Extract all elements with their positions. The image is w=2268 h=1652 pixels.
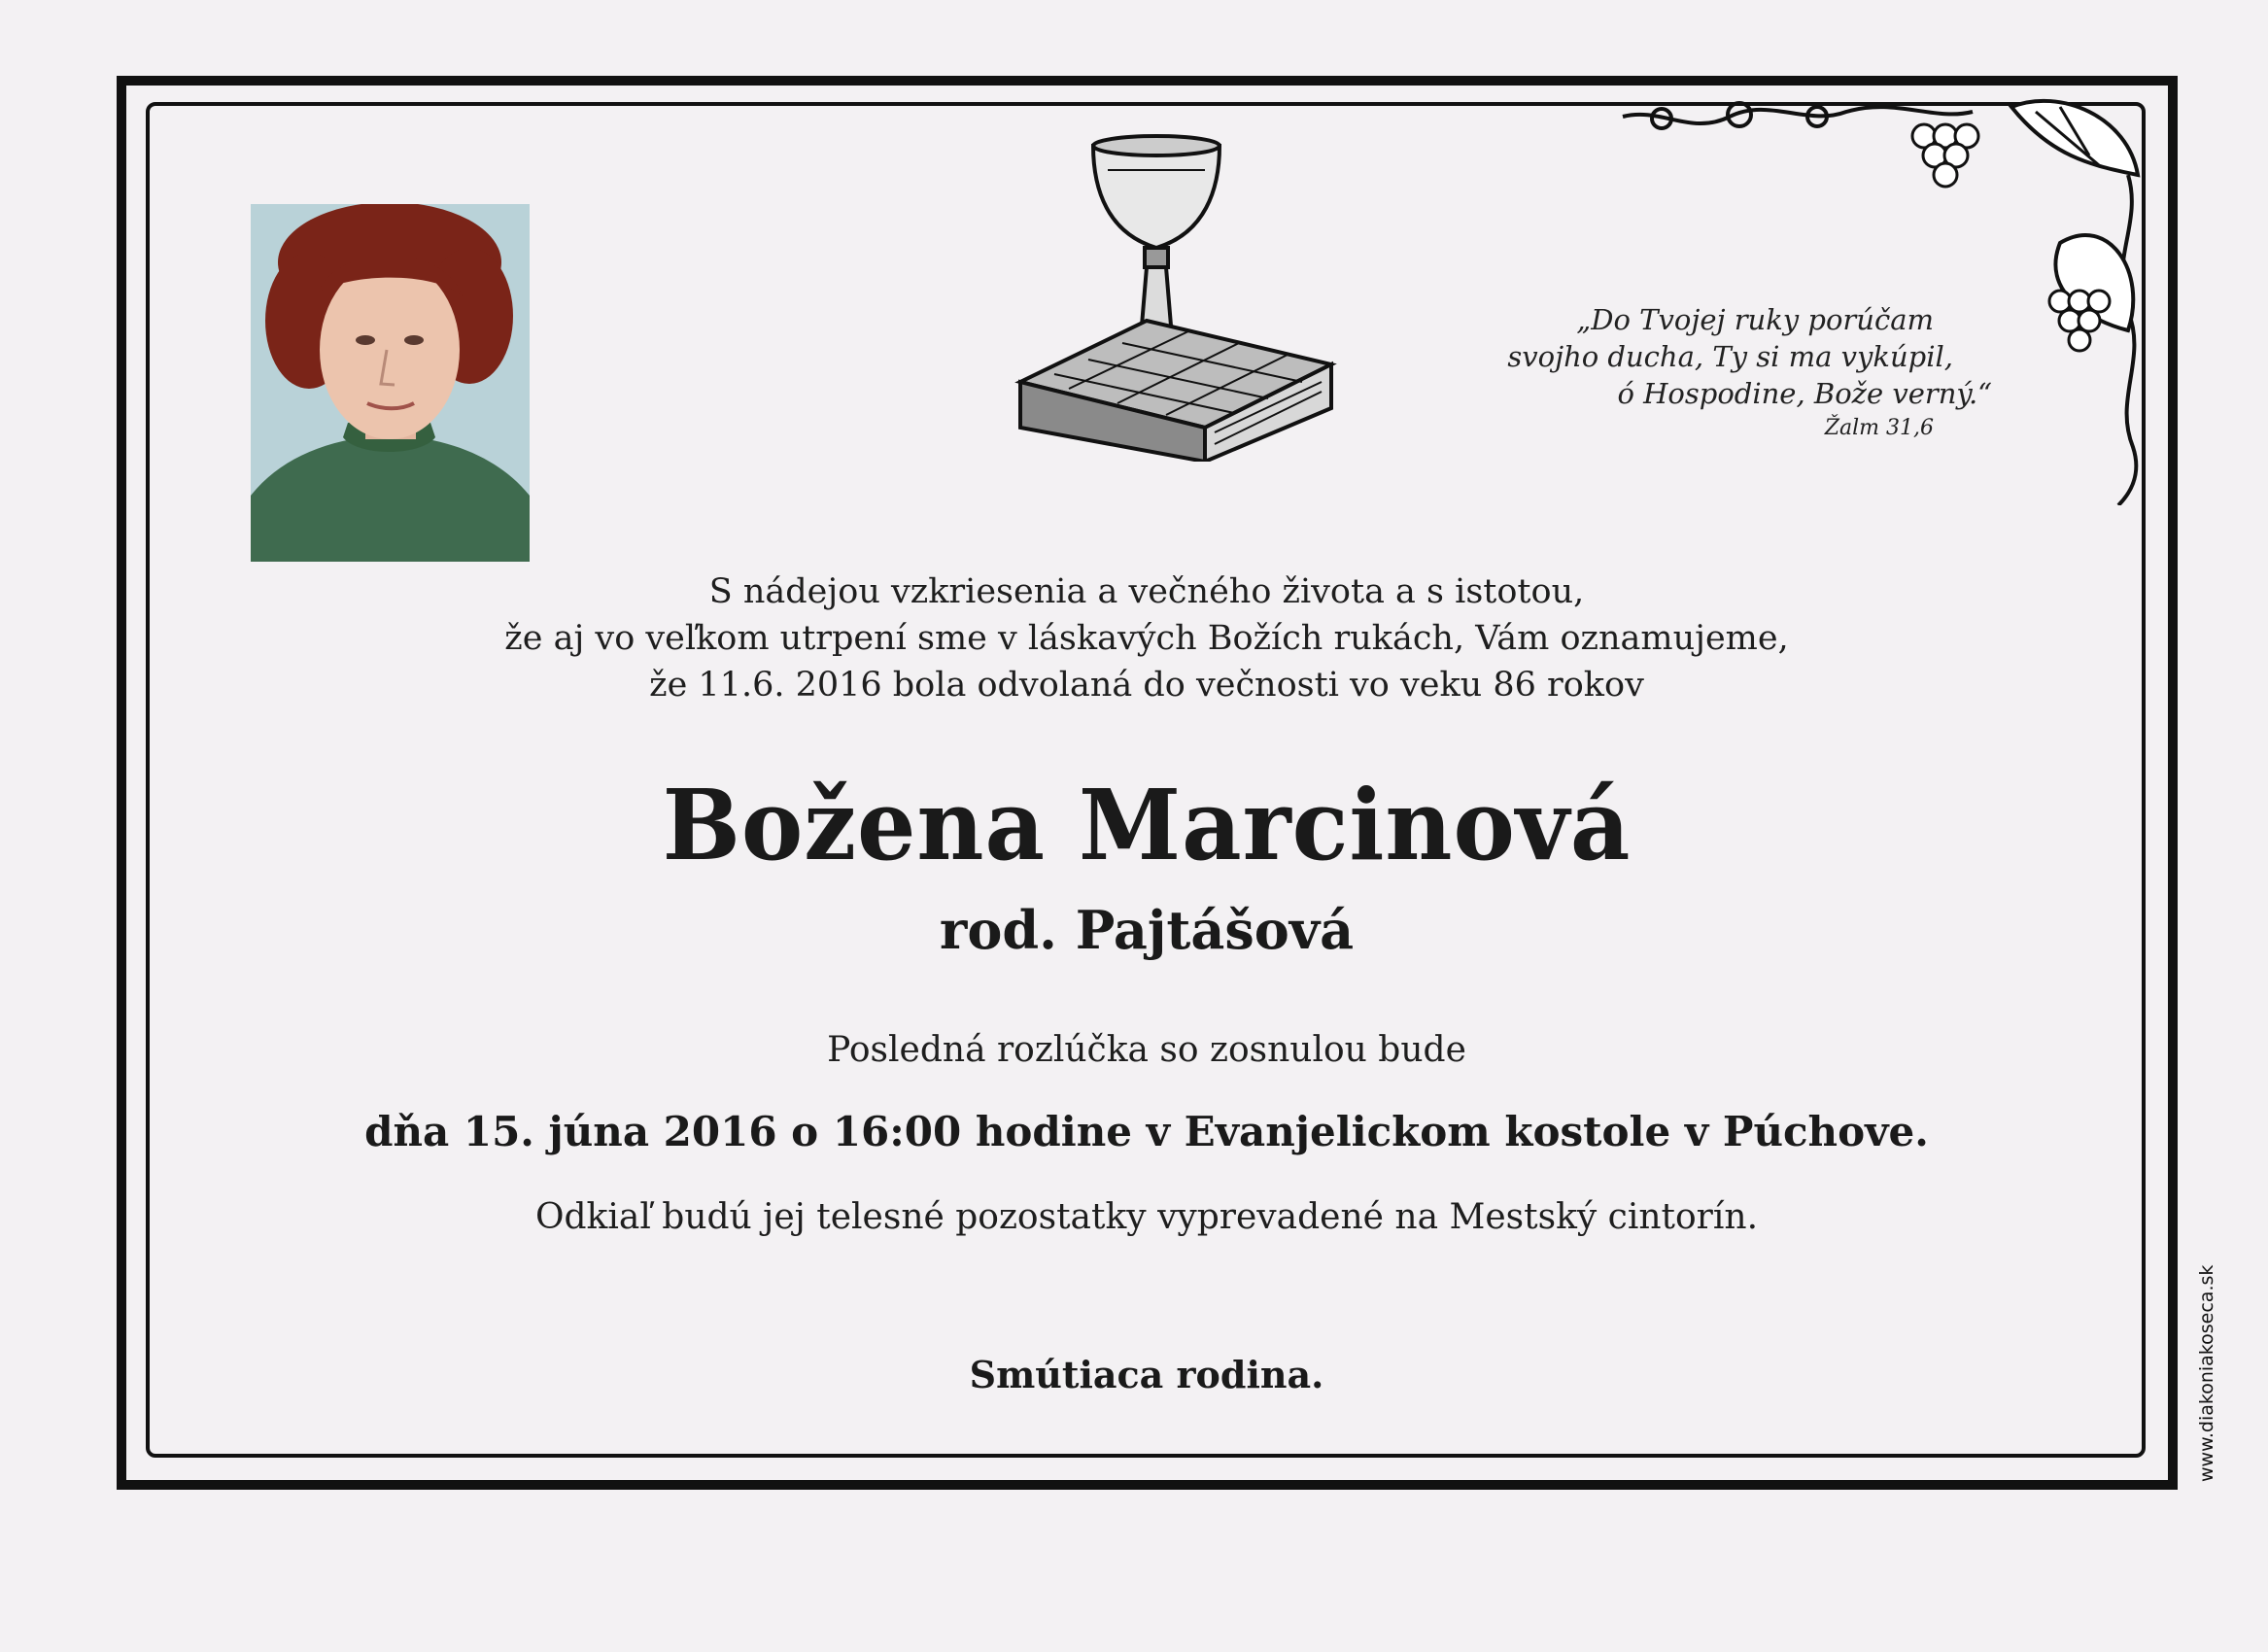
website-credit: www.diakoniakoseca.sk <box>2196 1264 2217 1482</box>
family-signature: Smútiaca rodina. <box>969 1353 1324 1396</box>
deceased-name: Božena Marcinová <box>662 768 1632 882</box>
quote-line-2: svojho ducha, Ty si ma vykúpil, <box>1507 340 1953 373</box>
intro-line-2: že aj vo veľkom utrpení sme v láskavých Božích rukách, Vám oznamujeme, <box>504 619 1789 658</box>
intro-line-1: S nádejou vzkriesenia a večného života a s istotou, <box>708 572 1585 611</box>
portrait-illustration <box>251 204 530 562</box>
quote-line-3: ó Hospodine, Bože verný.“ <box>1617 377 1992 410</box>
intro-line-3: že 11.6. 2016 bola odvolaná do večnosti vo veku 86 rokov <box>649 666 1644 705</box>
quote-line-1: „Do Tvojej ruky porúčam <box>1576 303 1934 336</box>
maiden-name: rod. Pajtášová <box>939 899 1355 961</box>
chalice-on-book-icon <box>1011 131 1341 462</box>
quote-source: Žalm 31,6 <box>1824 416 1934 440</box>
ceremony-details: dňa 15. júna 2016 o 16:00 hodine v Evanjelickom kostole v Púchove. <box>364 1108 1929 1155</box>
farewell-announcement: Posledná rozlúčka so zosnulou bude <box>827 1030 1466 1070</box>
portrait-photo <box>251 204 530 562</box>
burial-text: Odkiaľ budú jej telesné pozostatky vyprevadené na Mestský cintorín. <box>534 1197 1759 1237</box>
psalm-quote <box>1419 301 1992 445</box>
intro-text <box>194 568 2099 708</box>
